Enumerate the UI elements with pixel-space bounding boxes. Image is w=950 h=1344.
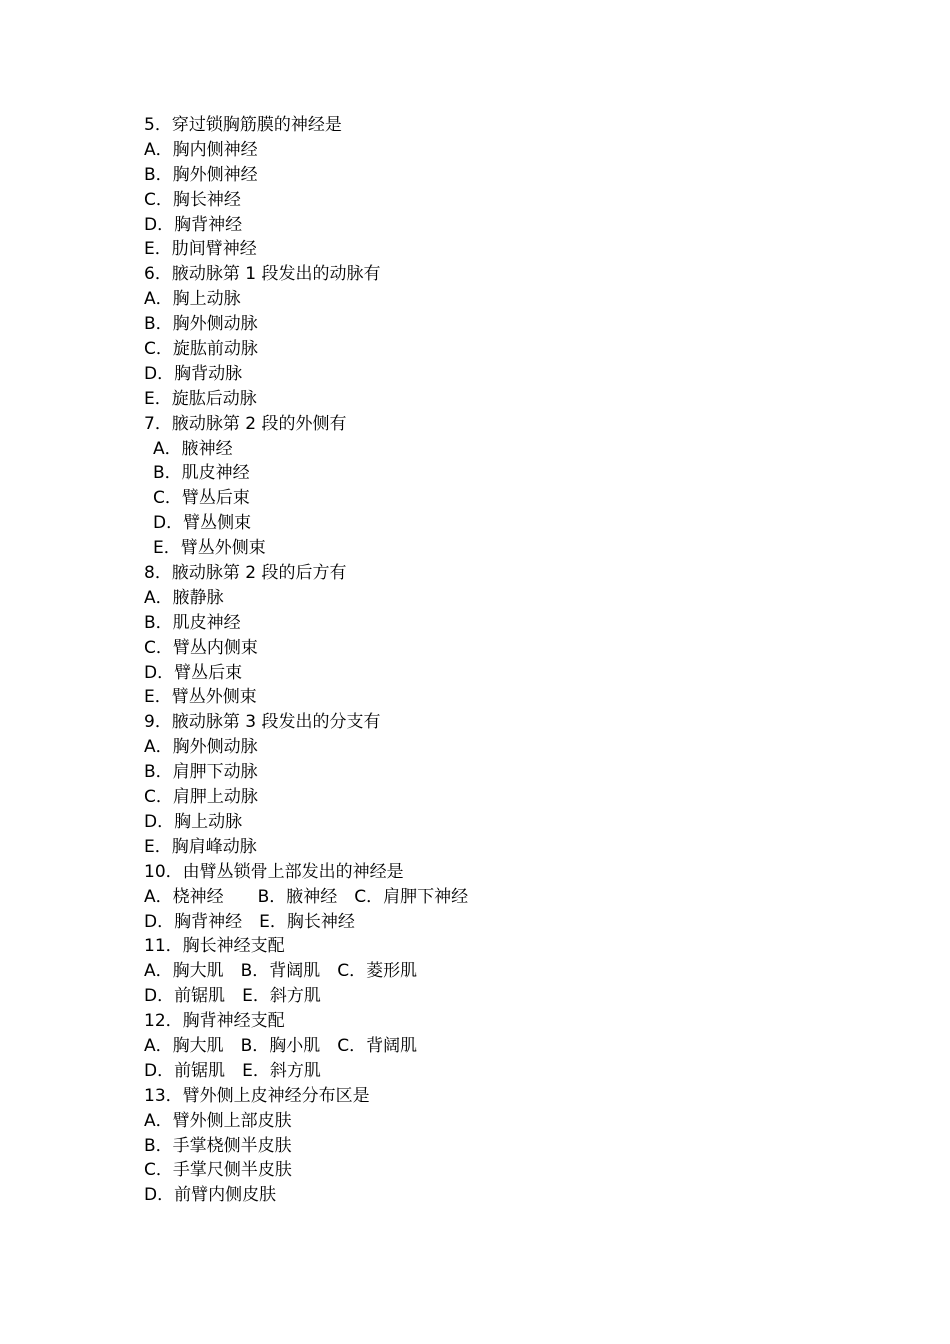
option-6c: C．旋肱前动脉	[144, 339, 258, 360]
option-7a: A．腋神经	[153, 438, 233, 459]
option-9a: A．胸外侧动脉	[144, 737, 258, 758]
option-6d: D．胸背动脉	[144, 363, 243, 384]
question-11: 11．胸长神经支配	[144, 936, 285, 957]
option-6a: A．胸上动脉	[144, 289, 241, 310]
options-12-row2: D．前锯肌 E．斜方肌	[144, 1060, 321, 1081]
option-5c: C．胸长神经	[144, 189, 241, 210]
option-5b: B．胸外侧神经	[144, 164, 258, 185]
option-8b: B．肌皮神经	[144, 612, 241, 633]
option-5e: E．肋间臂神经	[144, 239, 257, 260]
option-8e: E．臂丛外侧束	[144, 687, 257, 708]
option-8d: D．臂丛后束	[144, 662, 243, 683]
option-13b: B．手掌桡侧半皮肤	[144, 1135, 292, 1156]
option-6b: B．胸外侧动脉	[144, 314, 258, 335]
question-6: 6．腋动脉第 1 段发出的动脉有	[144, 264, 381, 285]
option-8c: C．臂丛内侧束	[144, 637, 258, 658]
option-7c: C．臂丛后束	[153, 488, 250, 509]
option-7d: D．臂丛侧束	[153, 513, 252, 534]
options-10-row2: D．胸背神经 E．胸长神经	[144, 911, 355, 932]
option-5d: D．胸背神经	[144, 214, 243, 235]
options-10-row1: A．桡神经 B．腋神经 C．肩胛下神经	[144, 886, 469, 907]
option-5a: A．胸内侧神经	[144, 139, 258, 160]
option-9b: B．肩胛下动脉	[144, 762, 258, 783]
options-12-row1: A．胸大肌 B．胸小肌 C．背阔肌	[144, 1035, 418, 1056]
options-11-row1: A．胸大肌 B．背阔肌 C．菱形肌	[144, 961, 418, 982]
option-7b: B．肌皮神经	[153, 463, 250, 484]
question-12: 12．胸背神经支配	[144, 1011, 285, 1032]
option-8a: A．腋静脉	[144, 587, 224, 608]
option-13c: C．手掌尺侧半皮肤	[144, 1160, 292, 1181]
question-5: 5．穿过锁胸筋膜的神经是	[144, 115, 342, 135]
document-body	[144, 113, 844, 1208]
option-7e: E．臂丛外侧束	[153, 538, 266, 559]
question-10: 10．由臂丛锁骨上部发出的神经是	[144, 861, 404, 882]
option-9c: C．肩胛上动脉	[144, 787, 258, 808]
option-6e: E．旋肱后动脉	[144, 388, 257, 409]
option-13d: D．前臂内侧皮肤	[144, 1185, 277, 1206]
question-8: 8．腋动脉第 2 段的后方有	[144, 563, 347, 584]
question-9: 9．腋动脉第 3 段发出的分支有	[144, 712, 381, 733]
question-7: 7．腋动脉第 2 段的外侧有	[144, 413, 347, 434]
question-13: 13．臂外侧上皮神经分布区是	[144, 1085, 370, 1106]
option-9e: E．胸肩峰动脉	[144, 836, 257, 857]
option-13a: A．臂外侧上部皮肤	[144, 1110, 292, 1131]
option-9d: D．胸上动脉	[144, 811, 243, 832]
options-11-row2: D．前锯肌 E．斜方肌	[144, 986, 321, 1007]
